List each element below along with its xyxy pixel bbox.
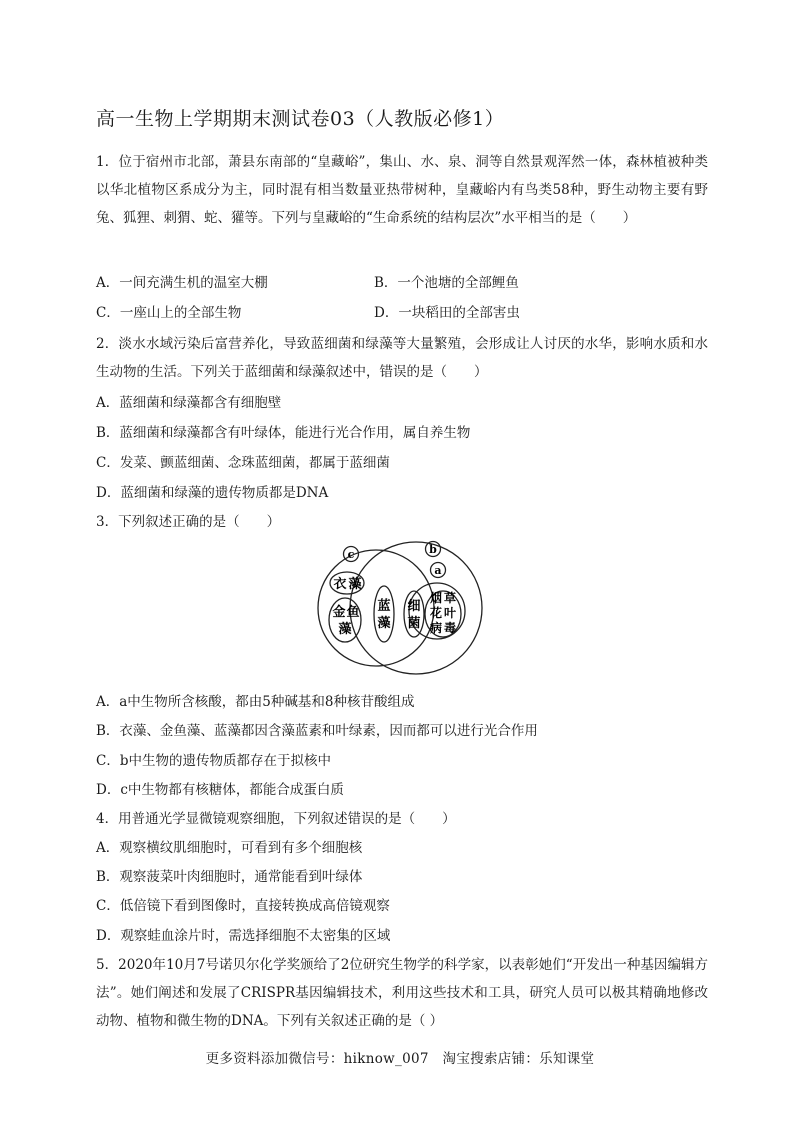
- question-3-option-d: D．c中生物都有核糖体，都能合成蛋白质: [96, 782, 344, 798]
- item-virus-6: 毒: [443, 621, 457, 635]
- question-1-stem: 1．位于宿州市北部，萧县东南部的“皇藏峪”，集山、水、泉、洞等自然景观浑然一体，森林植被种类以华北植物区系成分为主，同时混有相当数量亚热带树种，皇藏峪内有鸟类58种，野生动物主要有野兔、狐狸、刺猬、蛇、獾等。下列与皇藏峪的“生命系统的结构层次”水平相当的是（ ）: [96, 154, 708, 226]
- page-footer: 更多资料添加微信号：hiknow_007 淘宝搜索店铺：乐知课堂: [205, 1051, 595, 1067]
- lanzao-ellipse: [374, 586, 394, 642]
- item-lanzao-2: 藻: [377, 616, 391, 631]
- item-yizao-2: 藻: [348, 577, 362, 592]
- question-1-option-d: D．一块稻田的全部害虫: [374, 305, 520, 321]
- question-1-option-a: A．一间充满生机的温室大棚: [96, 275, 268, 291]
- item-xijun-2: 菌: [407, 616, 421, 631]
- item-virus-5: 病: [429, 621, 443, 635]
- question-1-option-c: C．一座山上的全部生物: [96, 305, 242, 321]
- question-4-option-d: D．观察蛙血涂片时，需选择细胞不太密集的区域: [96, 928, 391, 944]
- question-4-option-a: A．观察横纹肌细胞时，可看到有多个细胞核: [96, 840, 363, 856]
- question-2-option-a: A．蓝细菌和绿藻都含有细胞壁: [96, 395, 282, 411]
- question-1-option-b: B．一个池塘的全部鲤鱼: [374, 275, 519, 291]
- question-2-option-b: B．蓝细菌和绿藻都含有叶绿体，能进行光合作用，属自养生物: [96, 425, 471, 441]
- question-3-option-a: A．a中生物所含核酸，都由5种碱基和8种核苷酸组成: [96, 694, 415, 710]
- item-yizao-1: 衣: [333, 577, 347, 592]
- question-2-stem: 2．淡水水域污染后富营养化，导致蓝细菌和绿藻等大量繁殖，会形成让人讨厌的水华，影响水质和水生动物的生活。下列关于蓝细菌和绿藻叙述中，错误的是（ ）: [96, 336, 708, 380]
- item-virus-3: 花: [429, 606, 443, 620]
- question-4-option-b: B．观察菠菜叶肉细胞时，通常能看到叶绿体: [96, 869, 363, 885]
- item-jinyuzao-2: 鱼: [346, 605, 360, 620]
- question-4-stem: 4．用普通光学显微镜观察细胞，下列叙述错误的是（ ）: [96, 811, 456, 827]
- question-4-option-c: C．低倍镜下看到图像时，直接转换成高倍镜观察: [96, 898, 390, 914]
- item-jinyuzao-3: 藻: [338, 622, 352, 637]
- item-lanzao-1: 蓝: [377, 599, 391, 614]
- question-5-stem: 5．2020年10月7号诺贝尔化学奖颁给了2位研究生物学的科学家，以表彰她们“开发出一种基因编辑方法”。她们阐述和发展了CRISPR基因编辑技术，利用这些技术和工具，研究人员可以极其精确地修改动物、植物和微生物的DNA。下列有关叙述正确的是（ ）: [96, 957, 708, 1029]
- question-3-option-b: B．衣藻、金鱼藻、蓝藻都因含藻蓝素和叶绿素，因而都可以进行光合作用: [96, 723, 538, 739]
- venn-diagram: [314, 538, 484, 678]
- item-virus-1: 烟: [429, 591, 443, 605]
- item-virus-2: 草: [443, 591, 457, 605]
- item-virus-4: 叶: [443, 606, 457, 620]
- question-3-stem: 3．下列叙述正确的是（ ）: [96, 514, 281, 530]
- label-b: b: [429, 543, 437, 556]
- item-jinyuzao-1: 金: [332, 605, 346, 620]
- document-title: 高一生物上学期期末测试卷03（人教版必修1）: [96, 108, 505, 130]
- label-c: c: [347, 548, 355, 561]
- question-2-option-c: C．发菜、颤蓝细菌、念珠蓝细菌，都属于蓝细菌: [96, 455, 390, 471]
- question-2-option-d: D．蓝细菌和绿藻的遗传物质都是DNA: [96, 485, 329, 501]
- question-3-option-c: C．b中生物的遗传物质都存在于拟核中: [96, 753, 331, 769]
- label-a: a: [434, 564, 442, 577]
- item-xijun-1: 细: [407, 599, 421, 614]
